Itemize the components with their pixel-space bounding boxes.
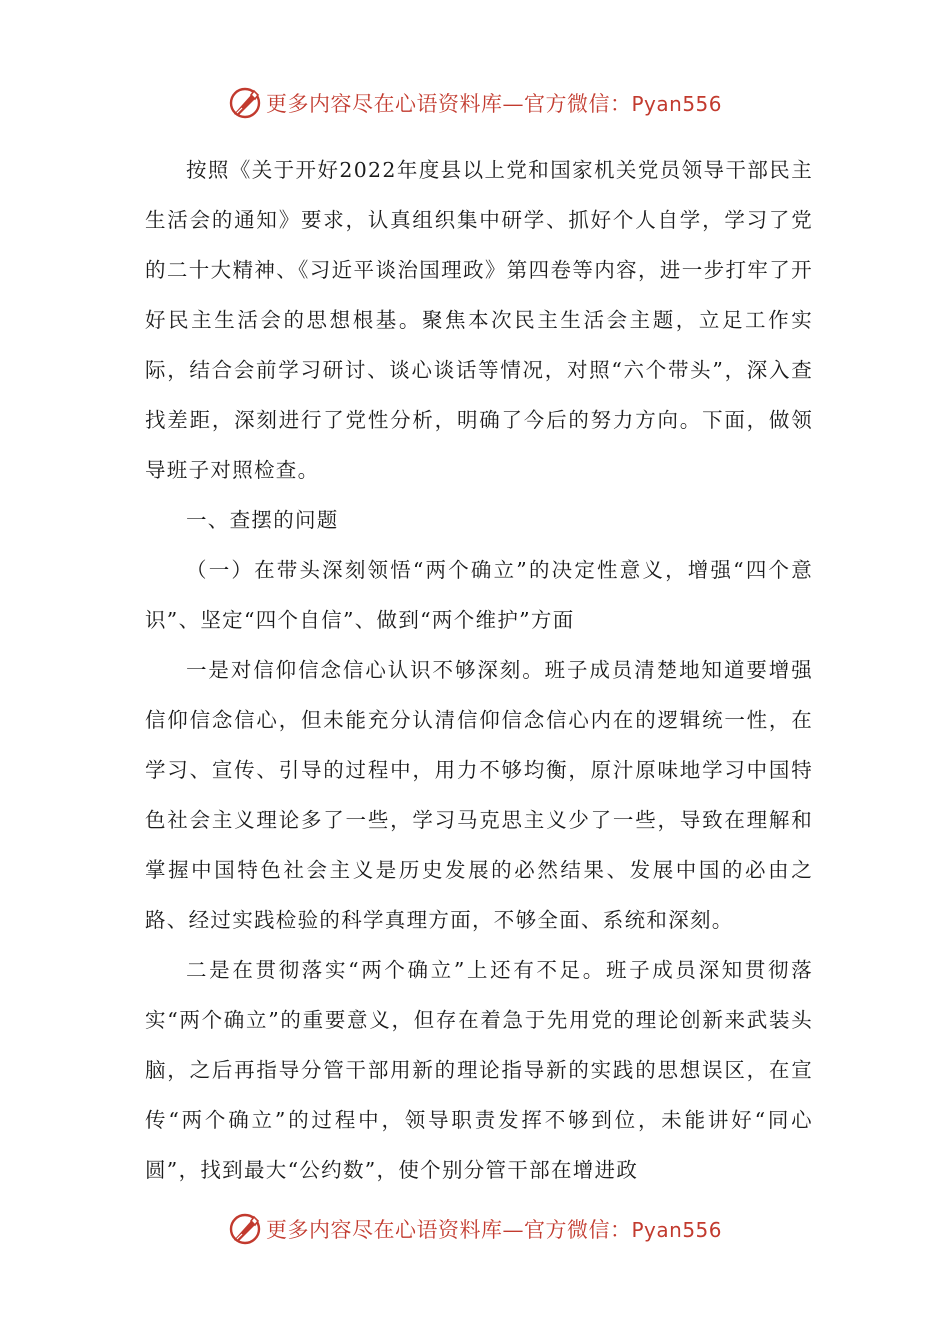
header-watermark	[0, 83, 950, 123]
intro-paragraph: 按照《关于开好2022年度县以上党和国家机关党员领导干部民主生活会的通知》要求，认真组织集中研学、抓好个人自学，学习了党的二十大精神、《习近平谈治国理政》第四卷等内容，进一步打牢了开好民主生活会的思想根基。聚焦本次民主生活会主题，立足工作实际，结合会前学习研讨、谈心谈话等情况，对照“六个带头”，深入查找差距，深刻进行了党性分析，明确了今后的努力方向。下面，做领导班子对照检查。	[145, 158, 813, 482]
pen-nib-logo-icon	[228, 86, 262, 120]
pen-nib-logo-icon	[228, 1212, 262, 1246]
watermark-contact-label: 官方微信：	[523, 92, 632, 116]
point-two-paragraph: 二是在贯彻落实“两个确立”上还有不足。班子成员深知贯彻落实“两个确立”的重要意义，但存在着急于先用党的理论创新来武装头脑，之后再指导分管干部用新的理论指导新的实践的思想误区，在宣传“两个确立”的过程中，领导职责发挥不够到位，未能讲好“同心圆”，找到最大“公约数”，使个别分管干部在增进政	[145, 958, 813, 1182]
section-heading: 一、查摆的问题	[186, 508, 339, 532]
watermark-separator: —	[502, 92, 524, 116]
watermark-brand: 更多内容尽在心语资料库	[265, 92, 503, 116]
watermark-account: Pyan556	[631, 1218, 722, 1242]
footer-watermark	[0, 1209, 950, 1249]
watermark-account: Pyan556	[631, 92, 722, 116]
point-one-paragraph: 一是对信仰信念信心认识不够深刻。班子成员清楚地知道要增强信仰信念信心，但未能充分认清信仰信念信心内在的逻辑统一性，在学习、宣传、引导的过程中，用力不够均衡，原汁原味地学习中国特色社会主义理论多了一些，学习马克思主义少了一些，导致在理解和掌握中国特色社会主义是历史发展的必然结果、发展中国的必由之路、经过实践检验的科学真理方面，不够全面、系统和深刻。	[145, 658, 813, 932]
watermark-brand: 更多内容尽在心语资料库	[265, 1218, 503, 1242]
document-body	[145, 145, 813, 1195]
subsection-heading: （一）在带头深刻领悟“两个确立”的决定性意义，增强“四个意识”、坚定“四个自信”、做到“两个维护”方面	[145, 558, 813, 632]
watermark-separator: —	[502, 1218, 524, 1242]
watermark-contact-label: 官方微信：	[523, 1218, 632, 1242]
